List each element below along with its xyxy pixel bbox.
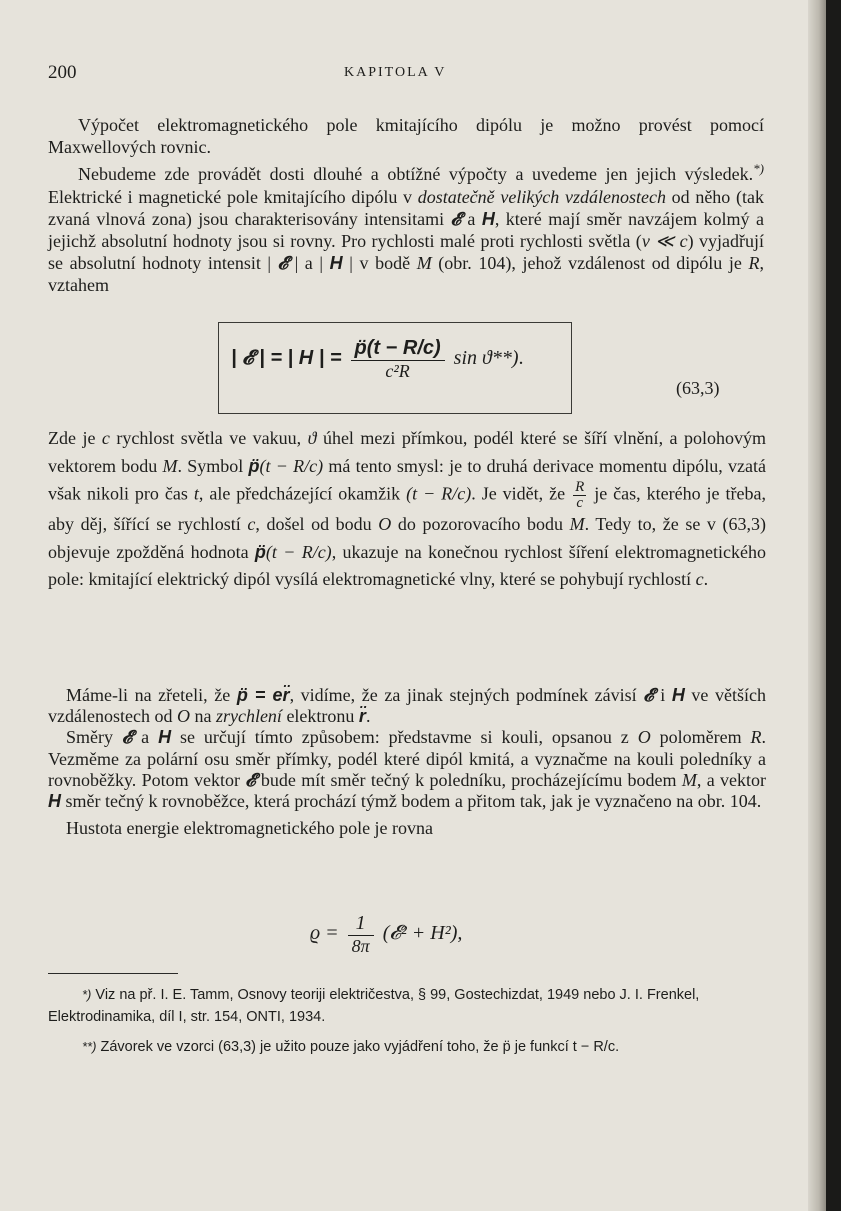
text-block-1 [48, 114, 764, 297]
equation-lhs: ϱ = [310, 922, 339, 945]
text-run: . Vezměme za polární osu směr přímky, podél které dipól kmitá, a vyznačme na kouli poledníky a rovnoběžky. Potom vektor [48, 727, 766, 790]
symbol-O: O [176, 706, 190, 727]
text-run: , které mají směr navzájem kolmý a jejichž absolutní hodnoty jsou si rovny. Pro rychlosti malé proti rychlosti světla ( [48, 208, 764, 252]
equation-fraction [351, 337, 445, 382]
equation-number: (63,3) [676, 378, 720, 398]
equation-fraction [348, 912, 374, 957]
text-run: má tento smysl: je to druhá derivace momentu dipólu, vzatá však nikoli pro čas [48, 455, 766, 504]
symbol-H: H [329, 253, 343, 274]
text-run: Elektrické i magnetické pole kmitajícího dipólu v [48, 186, 418, 207]
text-run: , a vektor [696, 769, 766, 790]
running-title: KAPITOLA V [344, 65, 447, 80]
text-run: Máme-li na zřeteli, že [66, 685, 237, 705]
text-run: i [653, 685, 672, 705]
symbol-E: 𝓔 [450, 208, 461, 229]
text-run: se určují tímto způsobem: představme si kouli, opsanou z [171, 727, 638, 748]
equation-lhs: | 𝓔 | = | H | = [231, 347, 342, 370]
fraction-R-over-c [573, 480, 586, 511]
symbol-M: M [569, 514, 585, 534]
symbol-M: M [162, 455, 178, 476]
paragraph-4 [48, 685, 766, 727]
retarded-argument: (t − R/c) [265, 541, 332, 562]
text-run: , vidíme, že za jinak stejných podmínek závisí [289, 685, 644, 705]
symbol-H: H [48, 791, 61, 812]
text-run: (obr. 104), jehož vzdálenost od dipólu je [431, 253, 749, 274]
footnote-1 [48, 984, 754, 1028]
equation-63-3 [231, 337, 524, 382]
footnote-2 [48, 1036, 754, 1058]
symbol-H: H [158, 727, 172, 748]
equation-numerator: p̈(t − R/c) [354, 337, 441, 359]
equation-denominator: 8π [348, 935, 374, 957]
text-run: . [365, 706, 371, 727]
page-number: 200 [48, 62, 77, 83]
text-run: je čas, kterého je třeba, aby děj, šířící se rychlostí [48, 483, 766, 534]
symbol-H: H [481, 208, 495, 229]
footnote-rule [48, 973, 178, 974]
emphasis: zrychlení [215, 706, 282, 727]
text-run: , ale předcházející okamžik [198, 483, 407, 504]
symbol-theta: ϑ [307, 428, 317, 448]
paragraph-6 [48, 818, 766, 839]
page-edge [808, 0, 826, 1211]
emphasis: dostatečně velikých vzdálenostech [417, 186, 666, 207]
paragraph-1 [48, 114, 764, 158]
text-run: . [703, 569, 709, 589]
symbol-M: M [681, 769, 697, 790]
paragraph-text: Hustota energie elektromagnetického pole je rovna [66, 818, 434, 839]
symbol-E: 𝓔 [245, 769, 256, 790]
text-run: poloměrem [650, 727, 751, 748]
equation-tail: sin ϑ**) [453, 347, 519, 370]
symbol-p-ddot: p̈ [248, 455, 260, 476]
symbol-E: 𝓔 [643, 685, 654, 705]
text-run: . Symbol [177, 455, 249, 476]
symbol-O: O [378, 514, 392, 534]
symbol-H: H [671, 685, 685, 705]
text-run: , došel od bodu [255, 514, 379, 534]
text-run: na [189, 706, 216, 727]
text-run: úhel mezi přímkou, podél které se šíří vlnění, a polohovým vektorem bodu [48, 428, 766, 476]
symbol-r-ddot: r̈ [358, 706, 366, 727]
relation-p-er: p̈ = er̈ [236, 685, 290, 705]
footnote-text: Viz na př. I. E. Tamm, Osnovy teoriji električestva, § 99, Gostechizdat, 1949 nebo J. I. Frenkel, Elektrodinamika, díl I, str. 154, ONTI, 1934. [48, 987, 700, 1025]
equation-energy-density [310, 912, 462, 957]
equation-numerator: 1 [355, 912, 366, 934]
paragraph-5 [48, 727, 766, 812]
condition: v ≪ c [641, 231, 688, 252]
symbol-M: M [416, 253, 432, 274]
fraction-numerator: R [575, 479, 585, 495]
fraction-denominator: c [573, 495, 586, 511]
text-run: elektronu [281, 706, 359, 727]
paragraph-text: Výpočet elektromagnetického pole kmitajícího dipólu je možno provést pomocí Maxwellových rovnic. [48, 115, 764, 158]
text-run: do pozorovacího bodu [391, 514, 570, 534]
text-run: směr tečný k rovnoběžce, která prochází týmž bodem a přitom tak, jak je vyznačeno na obr. 104. [61, 791, 762, 812]
retarded-argument: (t − R/c) [259, 455, 324, 476]
text-block-2 [48, 425, 766, 594]
text-run: ) vyjadřují se absolutní hodnoty intensit | [48, 231, 765, 274]
symbol-c: c [695, 569, 704, 589]
symbol-O: O [637, 727, 651, 748]
retarded-argument: (t − R/c) [406, 483, 472, 504]
equation-box [218, 322, 572, 414]
text-run: , ukazuje na konečnou rychlost šíření elektromagnetického pole: kmitající elektrický dipól vysílá elektromagnetické vlny, které se pohybují rychlostí [48, 541, 766, 589]
footnote-marker: **) [82, 1039, 97, 1054]
text-run: . Tedy to, že se v (63,3) objevuje zpožděná hodnota [48, 514, 766, 562]
text-run: . Je vidět, že [471, 483, 572, 504]
text-run: , vztahem [48, 253, 765, 296]
paragraph-2 [48, 158, 764, 296]
text-run: rychlost světla ve vakuu, [109, 428, 308, 448]
equation-period: . [518, 347, 524, 370]
text-run: bude mít směr tečný k poledníku, procházejícímu bodem [255, 769, 682, 790]
symbol-p-ddot: p̈ [254, 541, 266, 562]
symbol-R: R [748, 253, 760, 274]
text-run: a [460, 208, 482, 229]
running-head [48, 62, 766, 86]
footnotes [48, 984, 754, 1058]
text-run: | a | [287, 253, 330, 274]
text-run: Zde je [48, 428, 102, 448]
symbol-c: c [101, 428, 110, 448]
footnote-text: Závorek ve vzorci (63,3) je užito pouze jako vyjádření toho, že p̈ je funkcí t − R/c. [100, 1039, 620, 1055]
footnote-marker: *) [82, 987, 92, 1002]
text-run: ve větších vzdálenostech od [48, 685, 766, 727]
text-run: | v bodě [342, 253, 417, 274]
text-block-3 [48, 685, 766, 839]
text-run: Směry [66, 727, 122, 748]
equation-rhs: (𝓔² + H²), [382, 922, 463, 945]
symbol-t: t [193, 483, 199, 504]
text-run: od něho (tak zvaná vlnová zona) jsou charakterisovány intensitami [48, 186, 764, 229]
symbol-R: R [750, 727, 762, 748]
symbol-E: 𝓔 [277, 253, 288, 274]
text-run: a [132, 727, 159, 748]
paragraph-3 [48, 425, 766, 594]
symbol-c: c [247, 514, 256, 534]
equation-denominator: c²R [351, 360, 445, 382]
footnote-marker: *) [753, 161, 764, 177]
text-run: Nebudeme zde provádět dosti dlouhé a obtížné výpočty a uvedeme jen jejich výsledek. [78, 164, 754, 185]
symbol-E: 𝓔 [121, 727, 133, 748]
